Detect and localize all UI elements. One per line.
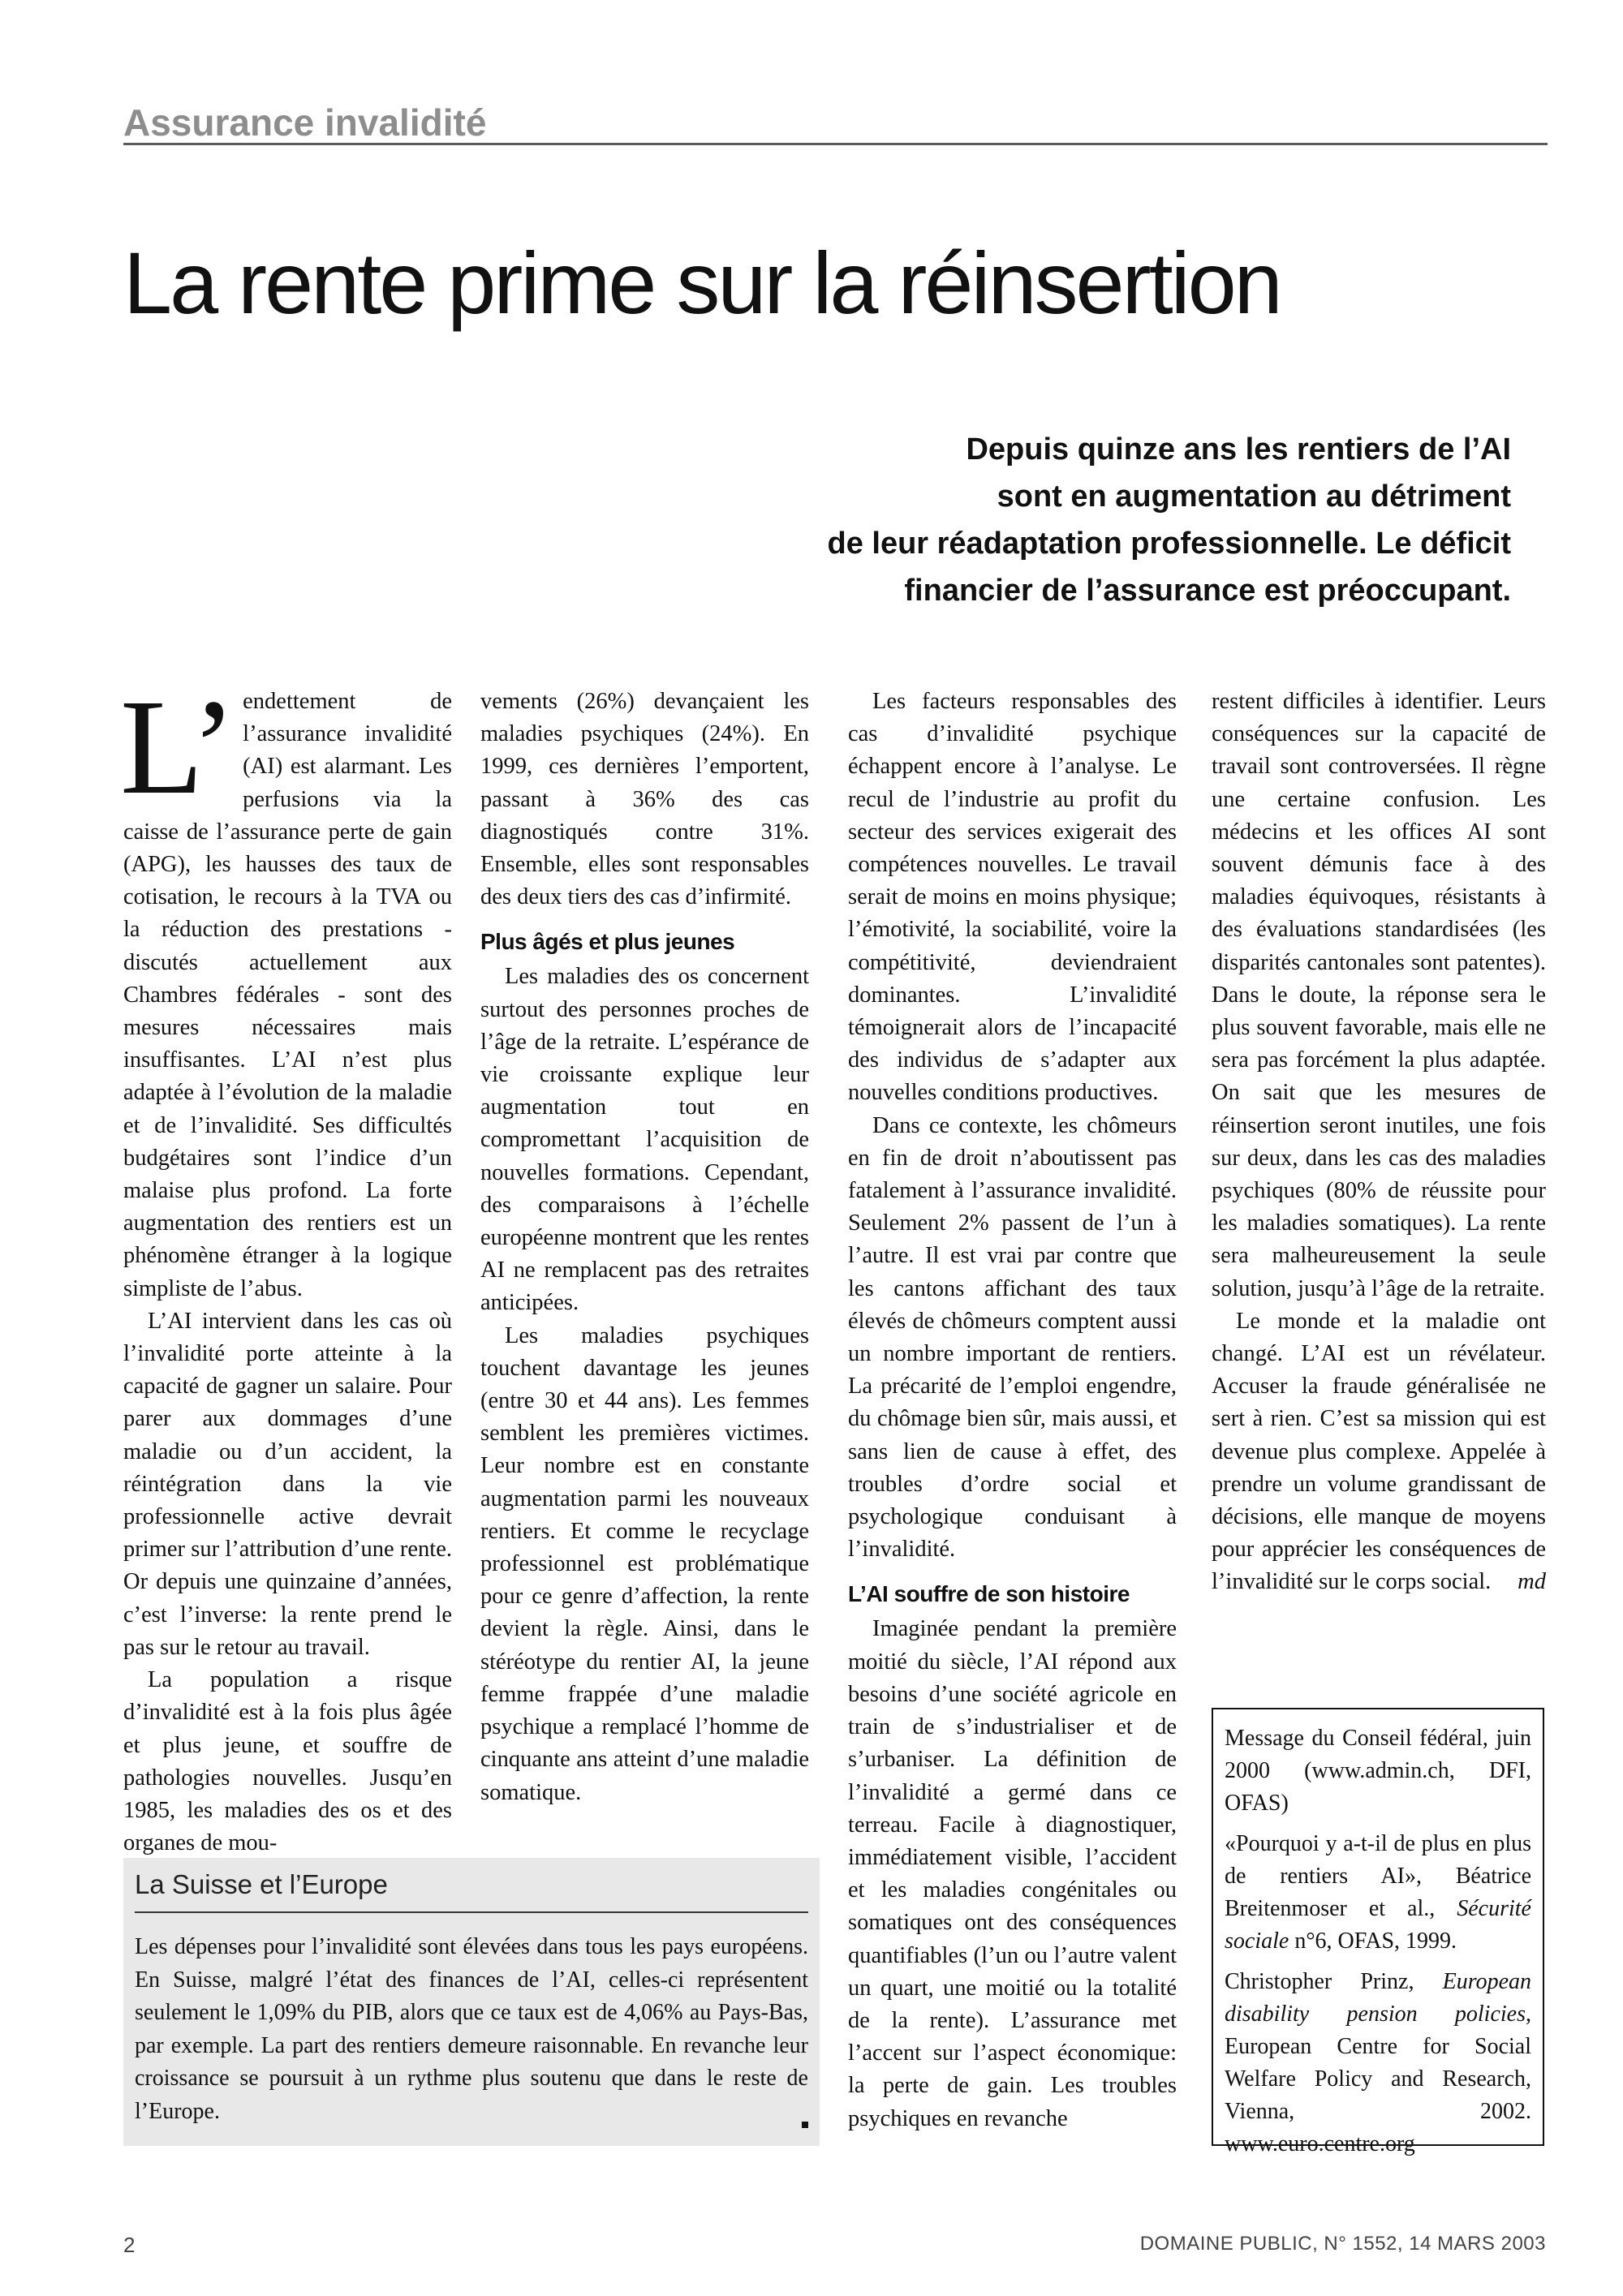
reference: Christopher Prinz, European disability pension policies, European Centre for Social Welfare Policy and Research, Vienna, 2002. www.euro.centre.org xyxy=(1225,1969,1531,2156)
paragraph: Dans ce contexte, les chômeurs en fin de droit n’aboutissent pas fatalement à l’assurance invalidité. Seulement 2% passent de l’un à l’autre. Il est vrai par contre que les cantons affichant des taux élevés de chômeurs comptent aussi un nombre important de rentiers. La précarité de l’emploi engendre, du chômage bien sûr, mais aussi, et sans lien de cause à effet, des troubles d’ordre social et psychologique conduisant à l’invalidité. xyxy=(848,1112,1177,1563)
lead-line: de leur réadaptation professionnelle. Le déficit xyxy=(827,527,1511,561)
publication-info: DOMAINE PUBLIC, N° 1552, 14 MARS 2003 xyxy=(1139,2233,1546,2255)
lead-line: Depuis quinze ans les rentiers de l’AI xyxy=(966,432,1511,467)
subheading: Plus âgés et plus jeunes xyxy=(480,929,735,955)
paragraph: Les facteurs responsables des cas d’invalidité psychique échappent encore à l’analyse. Le recul de l’industrie au profit du secteur des services exigerait des compétences nouvelles. Le travail serait de moins en moins physique; l’émotivité, la sociabilité, voire la compétitivité, deviendraient dominantes. L’invalidité témoignerait alors de l’incapacité des individus de s’adapter aux nouvelles conditions productives. xyxy=(848,689,1177,1106)
article-column-3 xyxy=(848,686,1177,2135)
reference: Message du Conseil fédéral, juin 2000 (www.admin.ch, DFI, OFAS) xyxy=(1225,1726,1531,1816)
section-title: Assurance invalidité xyxy=(123,101,487,144)
paragraph: Les maladies des os concernent surtout des personnes proches de l’âge de la retraite. L’espérance de vie croissante explique leur augmentation tout en compromettant l’acquisition de nouvelles formations. Cependant, des comparaisons à l’échelle européenne montrent que les rentes AI ne remplacent pas des retraites anticipées. xyxy=(480,964,809,1316)
end-bullet-icon xyxy=(802,2122,808,2128)
drop-cap: L’ xyxy=(120,672,237,823)
subheading: L’AI souffre de son histoire xyxy=(848,1581,1130,1607)
article-column-4 xyxy=(1212,686,1546,1599)
paragraph: restent difficiles à identifier. Leurs conséquences sur la capacité de travail sont controversées. Il règne une certaine confusion. Les médecins et les offices AI sont souvent démunis face à des maladies équivoques, résistants à des évaluations standardisées (les disparités cantonales sont patentes). Dans le doute, la réponse sera le plus souvent favorable, mais elle ne sera pas forcément la plus adaptée. On sait que les mesures de réinsertion seront inutiles, une fois sur deux, dans les cas des maladies psychiques (80% de réussite pour les maladies somatiques). La rente sera malheureusement la seule solution, jusqu’à l’âge de la retraite. xyxy=(1212,689,1546,1301)
sidebar-box-title: La Suisse et l’Europe xyxy=(135,1869,388,1899)
paragraph: L’ endettement de l’assurance invalidité (AI) est alarmant. Les perfusions via la caisse de l’assurance perte de gain (APG), les hausses des taux de cotisation, le recours à la TVA ou la réduction des prestations - discutés actuellement aux Chambres fédérales - sont des mesures nécessaires mais insuffisantes. L’AI n’est plus adaptée à l’évolution de la maladie et de l’invalidité. Ses difficultés budgétaires sont l’indice d’un malaise plus profond. La forte augmentation des rentiers est un phénomène étranger à la logique simpliste de l’abus. xyxy=(120,672,452,1301)
page-number: 2 xyxy=(123,2233,136,2257)
section-rule xyxy=(123,143,1548,145)
lead-line: financier de l’assurance est préoccupant. xyxy=(904,574,1511,608)
references-box xyxy=(1212,1708,1544,2156)
article-lead xyxy=(690,426,1511,614)
paragraph: Imaginée pendant la première moitié du siècle, l’AI répond aux besoins d’une société agricole en train de s’industrialiser et de s’urbaniser. La définition de l’invalidité a germé dans ce terreau. Facile à diagnostiquer, immédiatement visible, l’accident et les maladies congénitales ou somatiques ont des conséquences quantifiables (l’un ou l’autre valent un quart, une moitié ou la totalité de la rente). L’assurance met l’accent sur l’aspect économique: la perte de gain. Les troubles psychiques en revanche xyxy=(848,1616,1177,2131)
article-column-2 xyxy=(480,686,809,1809)
article-title: La rente prime sur la réinsertion xyxy=(123,234,1281,332)
paragraph: L’AI intervient dans les cas où l’invalidité porte atteinte à la capacité de gagner un salaire. Pour parer aux dommages d’une maladie ou d’un accident, la réintégration dans la vie professionnelle active devrait primer sur l’attribution d’une rente. Or depuis une quinzaine d’années, c’est l’inverse: la rente prend le pas sur le retour au travail. xyxy=(123,1308,452,1660)
sidebar-box-rule xyxy=(135,1911,808,1913)
lead-line: sont en augmentation au détriment xyxy=(997,479,1511,514)
paragraph: Les maladies psychiques touchent davantage les jeunes (entre 30 et 44 ans). Les femmes semblent les premières victimes. Leur nombre est en constante augmentation parmi les nouveaux rentiers. Et comme le recyclage professionnel est problématique pour ce genre d’affection, la rente devient la règle. Ainsi, dans le stéréotype du rentier AI, la jeune femme frappée d’une maladie psychique a remplacé l’homme de cinquante ans atteint d’une maladie somatique. xyxy=(480,1322,809,1805)
article-column-1 xyxy=(120,672,452,1860)
author-signature: md xyxy=(1518,1569,1546,1595)
sidebar-box-text: Les dépenses pour l’invalidité sont élevées dans tous les pays européens. En Suisse, malgré l’état des finances de l’AI, celles-ci représentent seulement le 1,09% du PIB, alors que ce taux est de 4,06% au Pays-Bas, par exemple. La part des rentiers demeure raisonnable. En revanche leur croissance se poursuit à un rythme plus soutenu que dans le reste de l’Europe. xyxy=(135,1934,808,2124)
reference: «Pourquoi y a-t-il de plus en plus de rentiers AI», Béatrice Breitenmoser et al., Sécurité sociale n°6, OFAS, 1999. xyxy=(1225,1831,1531,1954)
sidebar-box xyxy=(123,1858,820,2146)
paragraph: vements (26%) devançaient les maladies psychiques (24%). En 1999, ces dernières l’emportent, passant à 36% des cas diagnostiqués contre 31%. Ensemble, elles sont responsables des deux tiers des cas d’infirmité. xyxy=(480,689,809,910)
paragraph: Le monde et la maladie ont changé. L’AI est un révélateur. Accuser la fraude généralisée ne sert à rien. C’est sa mission qui est devenue plus complexe. Appelée à prendre un volume grandissant de décisions, elle manque de moyens pour apprécier les conséquences de l’invalidité sur le corps social. md xyxy=(1212,1305,1546,1599)
paragraph: La population a risque d’invalidité est à la fois plus âgée et plus jeune, et souffre de pathologies nouvelles. Jusqu’en 1985, les maladies des os et des organes de mou- xyxy=(123,1667,452,1856)
